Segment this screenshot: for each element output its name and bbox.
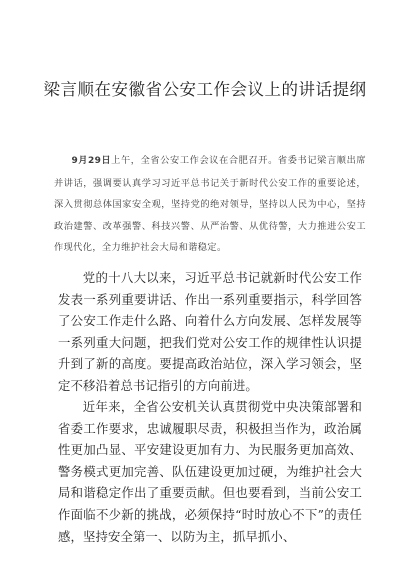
- body-paragraph-2: 近年来，全省公安机关认真贯彻党中央决策部署和省委工作要求，忠诚履职尽责，积极担当作为，政治属性更加凸显、平安建设更加有力、为民服务更加高效、警务模式更加完善、队伍建设更加过硬，为维护社会大局和谐稳定作出了重要贡献。但也要看到，当前公安工作面临不少新的挑战，必须保持“时时放心不下”的责任感，坚持安全第一、以防为主，抓早抓小、: [58, 399, 362, 544]
- lead-date: 9月29日: [71, 156, 112, 166]
- lead-text: 上午，全省公安工作会议在合肥召开。省委书记梁言顺出席并讲话，强调要认真学习习近平总书记关于新时代公安工作的重要论述，深入贯彻总体国家安全观，坚持党的绝对领导，坚持以人民为中心，坚持政治建警、改革强警、科技兴警、从严治警、从优待警，大力推进公安工作现代化，全力维护社会大局和谐稳定。: [54, 155, 366, 254]
- document-title: 梁言顺在安徽省公安工作会议上的讲话提纲: [43, 80, 367, 99]
- lead-paragraph: [54, 150, 366, 259]
- body-paragraph-1: 党的十八大以来，习近平总书记就新时代公安工作发表一系列重要讲话、作出一系列重要指示，科学回答了公安工作走什么路、向着什么方向发展、怎样发展等一系列重大问题，把我们党对公安工作的规律性认识提升到了新的高度。要提高政治站位，深入学习领会，坚定不移沿着总书记指引的方向前进。: [58, 270, 362, 393]
